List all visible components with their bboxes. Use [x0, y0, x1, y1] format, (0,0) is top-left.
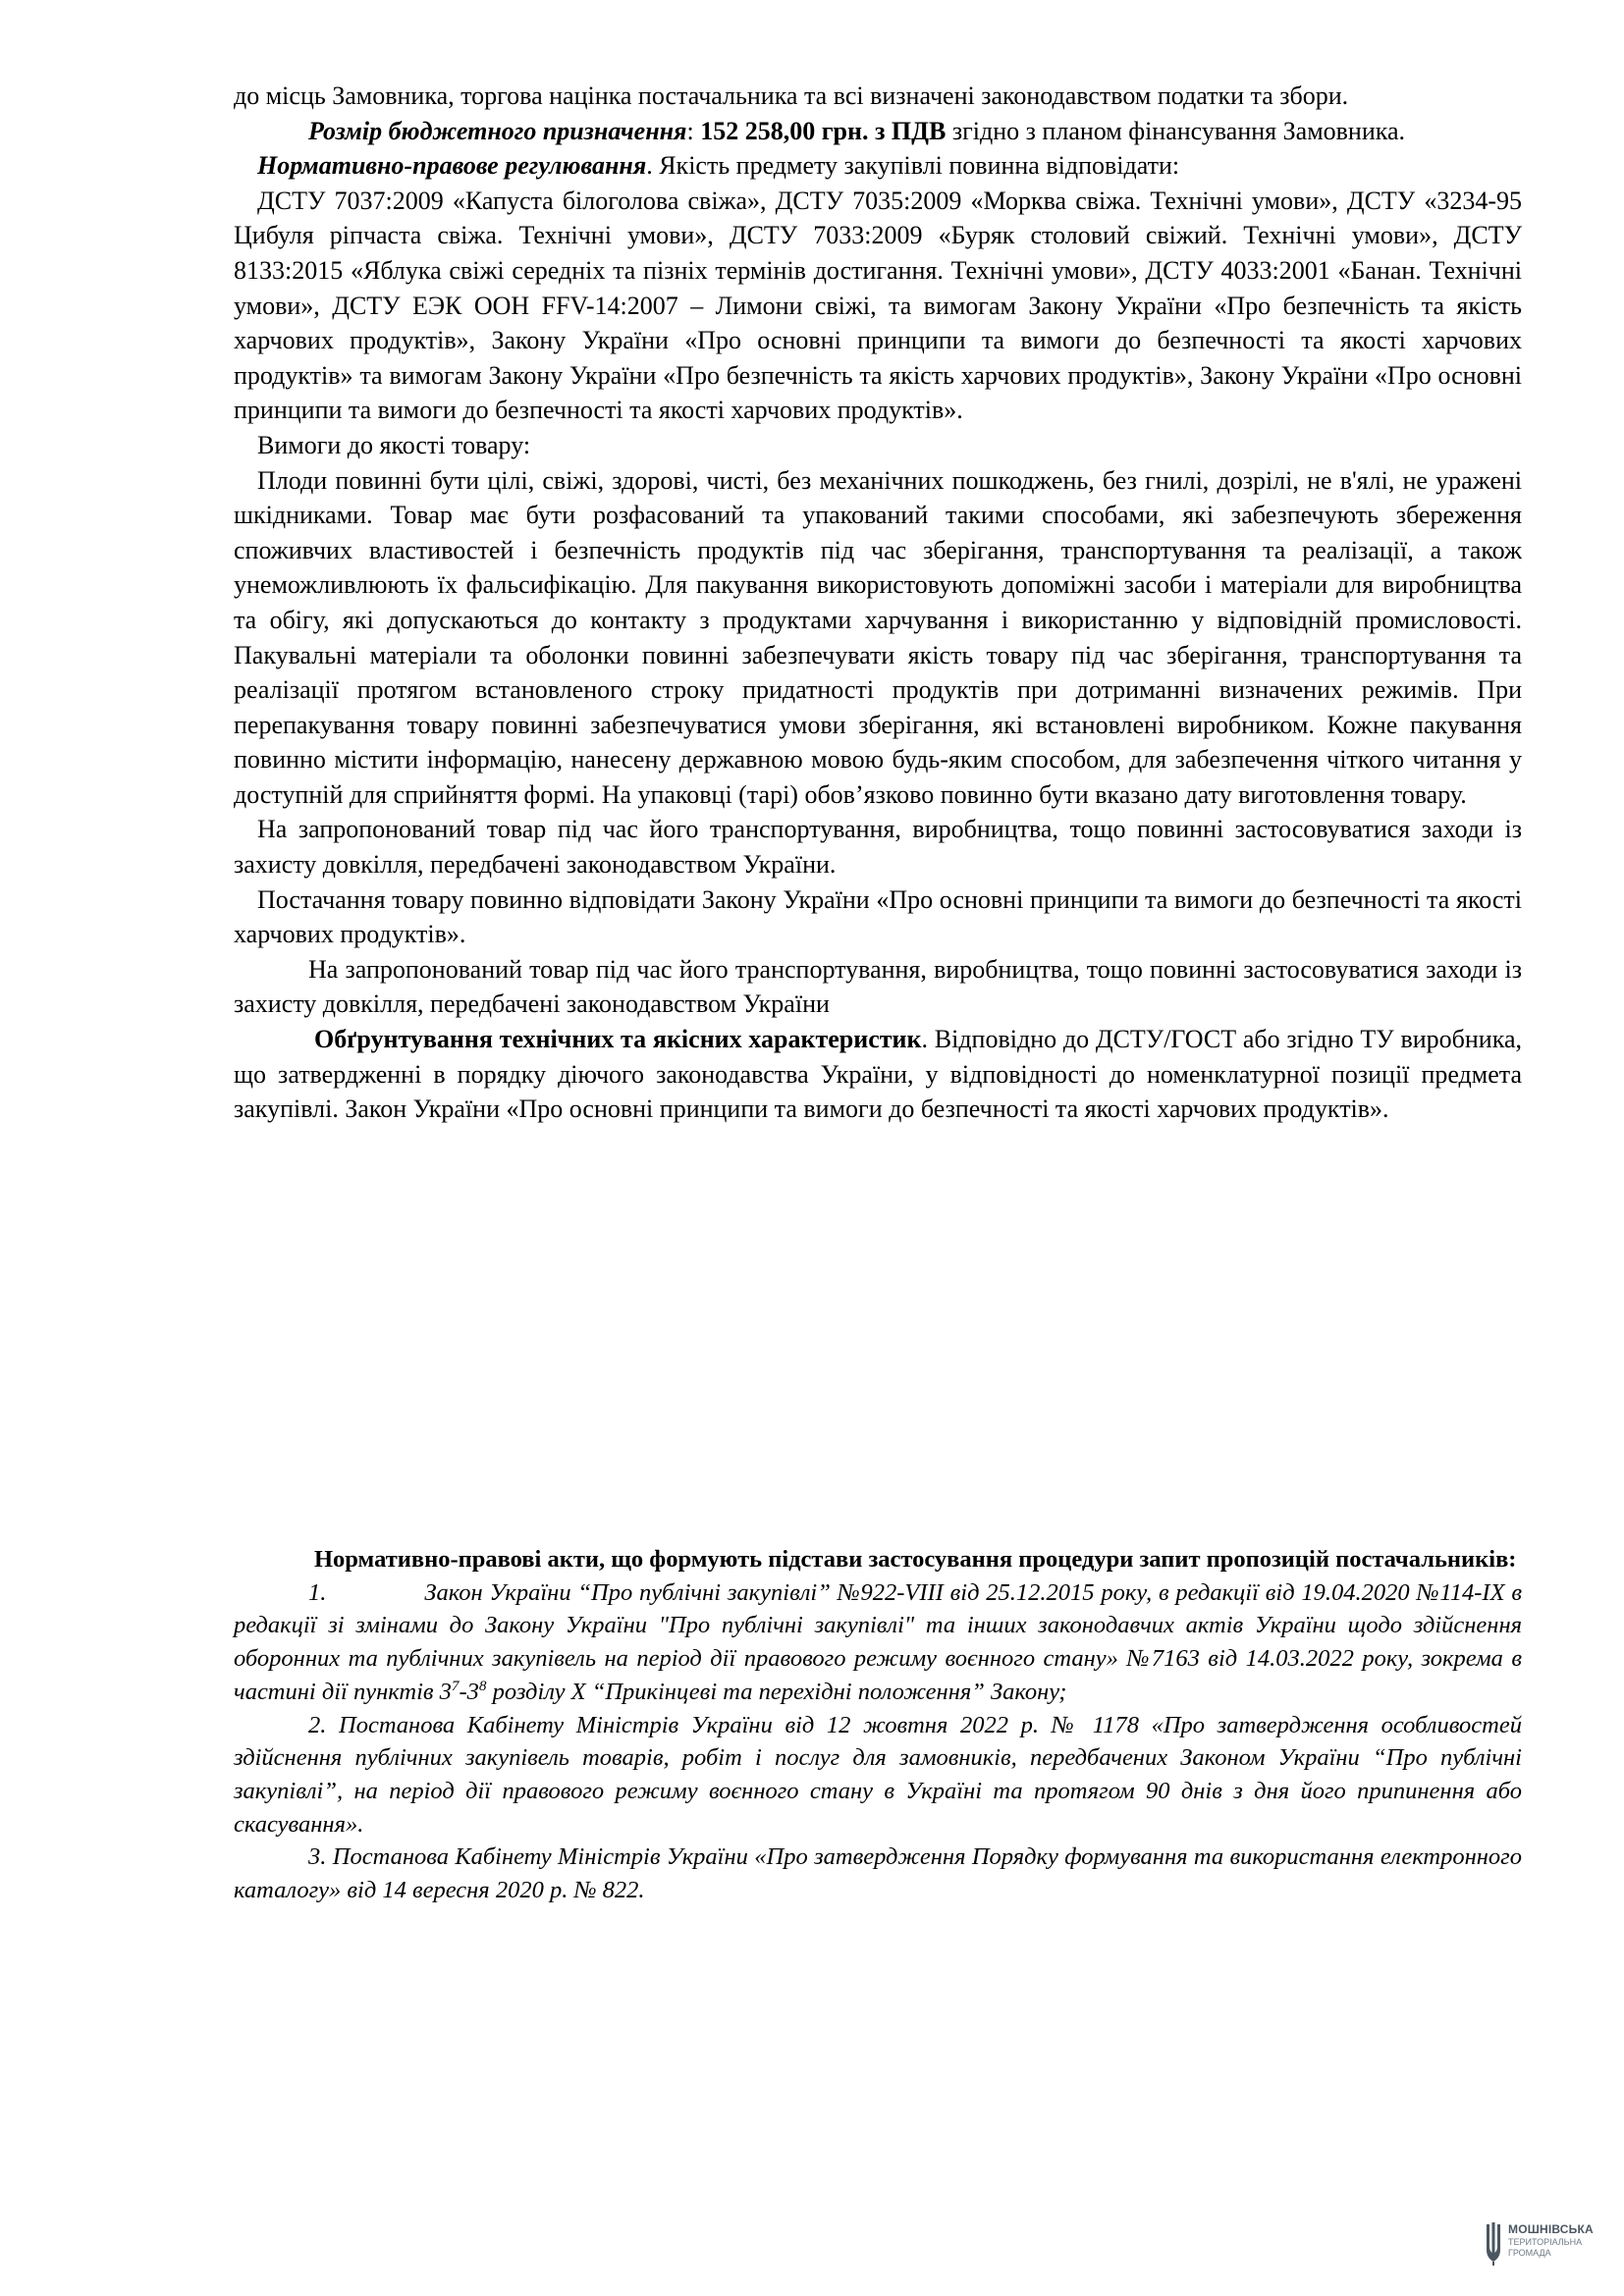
watermark-subtitle-1: ТЕРИТОРІАЛЬНА	[1508, 2237, 1583, 2247]
community-watermark	[1485, 2220, 1612, 2268]
regulation-rest: . Якість предмету закупівлі повинна відповідати:	[646, 151, 1180, 181]
paragraph-regulation	[234, 148, 1522, 184]
legal-item-1-sup-2: 8	[478, 1677, 487, 1694]
budget-amount: 152 258,00 грн. з ПДВ	[700, 116, 947, 145]
paragraph-supply-compliance: Постачання товару повинно відповідати Закону України «Про основні принципи та вимоги до безпечності та якості харчових продуктів».	[234, 884, 1522, 949]
paragraph-quality-heading: Вимоги до якості товару:	[257, 430, 531, 459]
legal-item-1	[234, 1576, 1522, 1709]
budget-rest: згідно з планом фінансування Замовника.	[946, 116, 1406, 145]
legal-item-3: 3. Постанова Кабінету Міністрів України «Про затвердження Порядку формування та використання електронного каталогу» від 14 вересня 2020 р. № 822.	[234, 1843, 1522, 1904]
paragraph-environment-2: На запропонований товар під час його транспортування, виробництва, тощо повинні застосовуватися заходи із захисту довкілля, передбачені законодавством України	[234, 954, 1522, 1019]
legal-acts-section	[234, 1543, 1522, 1907]
legal-item-1-number: 1.	[308, 1578, 327, 1606]
paragraph-justification	[234, 1022, 1522, 1127]
legal-item-1-dash: -3	[459, 1678, 479, 1705]
paragraph-delivery-costs: до місць Замовника, торгова націнка постачальника та всі визначені законодавством податки та збори.	[234, 81, 1349, 110]
justification-label: Обґрунтування технічних та якісних характеристик	[314, 1025, 922, 1054]
trident-emblem-icon	[1485, 2220, 1502, 2266]
paragraph-quality-requirements: Плоди повинні бути цілі, свіжі, здорові, чисті, без механічних пошкоджень, без гнилі, дозрілі, не в'ялі, не уражені шкідниками. Товар має бути розфасований та упакований такими способами, які забезпечують збереження споживчих властивостей і безпечність продуктів під час зберігання, транспортування та реалізації, а також унеможливлюють їх фальсифікацію. Для пакування використовують допоміжні засоби і матеріали для виробництва та обігу, які допускаються до контакту з продуктами харчування і використанню у відповідній промисловості. Пакувальні матеріали та оболонки повинні забезпечувати якість товару під час зберігання, транспортування та реалізації протягом встановленого строку придатності продуктів при дотриманні визначених режимів. При перепакування товару повинні забезпечуватися умови зберігання, які встановлені виробником. Кожне пакування повинно містити інформацію, нанесену державною мовою будь-яким способом, для забезпечення чіткого читання у доступній для сприйняття формі. На упаковці (тарі) обов’язково повинно бути вказано дату виготовлення товару.	[234, 465, 1522, 809]
paragraph-environment-1: На запропонований товар під час його транспортування, виробництва, тощо повинні застосовуватися заходи із захисту довкілля, передбачені законодавством України.	[234, 815, 1522, 880]
budget-label: Розмір бюджетного призначення	[308, 116, 687, 145]
legal-item-2: 2. Постанова Кабінету Міністрів України від 12 жовтня 2022 р. № 1178 «Про затвердження особливостей здійснення публічних закупівель товарів, робіт і послуг для замовників, передбачених Законом України “Про публічні закупівлі”, на період дії правового режиму воєнного стану в Україні та протягом 90 днів з дня його припинення або скасування».	[234, 1711, 1522, 1838]
watermark-title: МОШНІВСЬКА	[1508, 2222, 1594, 2236]
paragraph-standards: ДСТУ 7037:2009 «Капуста білоголова свіжа», ДСТУ 7035:2009 «Морква свіжа. Технічні умови», ДСТУ «3234-95 Цибуля ріпчаста свіжа. Технічні умови», ДСТУ 7033:2009 «Буряк столовий свіжий. Технічні умови», ДСТУ 8133:2015 «Яблука свіжі середніх та пізніх термінів достигання. Технічні умови», ДСТУ 4033:2001 «Банан. Технічні умови», ДСТУ ЕЭК ООН FFV-14:2007 – Лимони свіжі, та вимогам Закону України «Про безпечність та якість харчових продуктів», Закону України «Про основні принципи та вимоги до безпечності та якості харчових продуктів» та вимогам Закону України «Про безпечність та якість харчових продуктів», Закону України «Про основні принципи та вимоги до безпечності та якості харчових продуктів».	[234, 186, 1522, 425]
paragraph-budget	[234, 114, 1522, 149]
regulation-label: Нормативно-правове регулювання	[257, 151, 647, 181]
document-body	[234, 79, 1522, 1127]
legal-item-1-tail: розділу X “Прикінцеві та перехідні положення” Закону;	[486, 1678, 1067, 1705]
legal-item-1-sup-1: 7	[451, 1677, 460, 1694]
justification-rest: . Відповідно до ДСТУ/ГОСТ або згідно ТУ виробника, що затвердженні в порядку діючого законодавства України, у відповідності до номенклатурної позиції предмета закупівлі. Закон України «Про основні принципи та вимоги до безпечності та якості харчових продуктів».	[234, 1025, 1522, 1124]
watermark-subtitle-2: ГРОМАДА	[1508, 2248, 1551, 2258]
legal-acts-heading: Нормативно-правові акти, що формують підстави застосування процедури запит пропозицій постачальників:	[314, 1546, 1517, 1573]
legal-item-1-text: Закон України “Про публічні закупівлі” №922-VIII від 25.12.2015 року, в редакції від 19.04.2020 №114-IX в редакції зі змінами до Закону України "Про публічні закупівлі" та інших законодавчих актів України щодо здійснення оборонних та публічних закупівель на період дії правового режиму воєнного стану» №7163 від 14.03.2022 року, зокрема в частині дії пунктів 3	[234, 1578, 1522, 1705]
budget-separator: :	[686, 116, 701, 145]
